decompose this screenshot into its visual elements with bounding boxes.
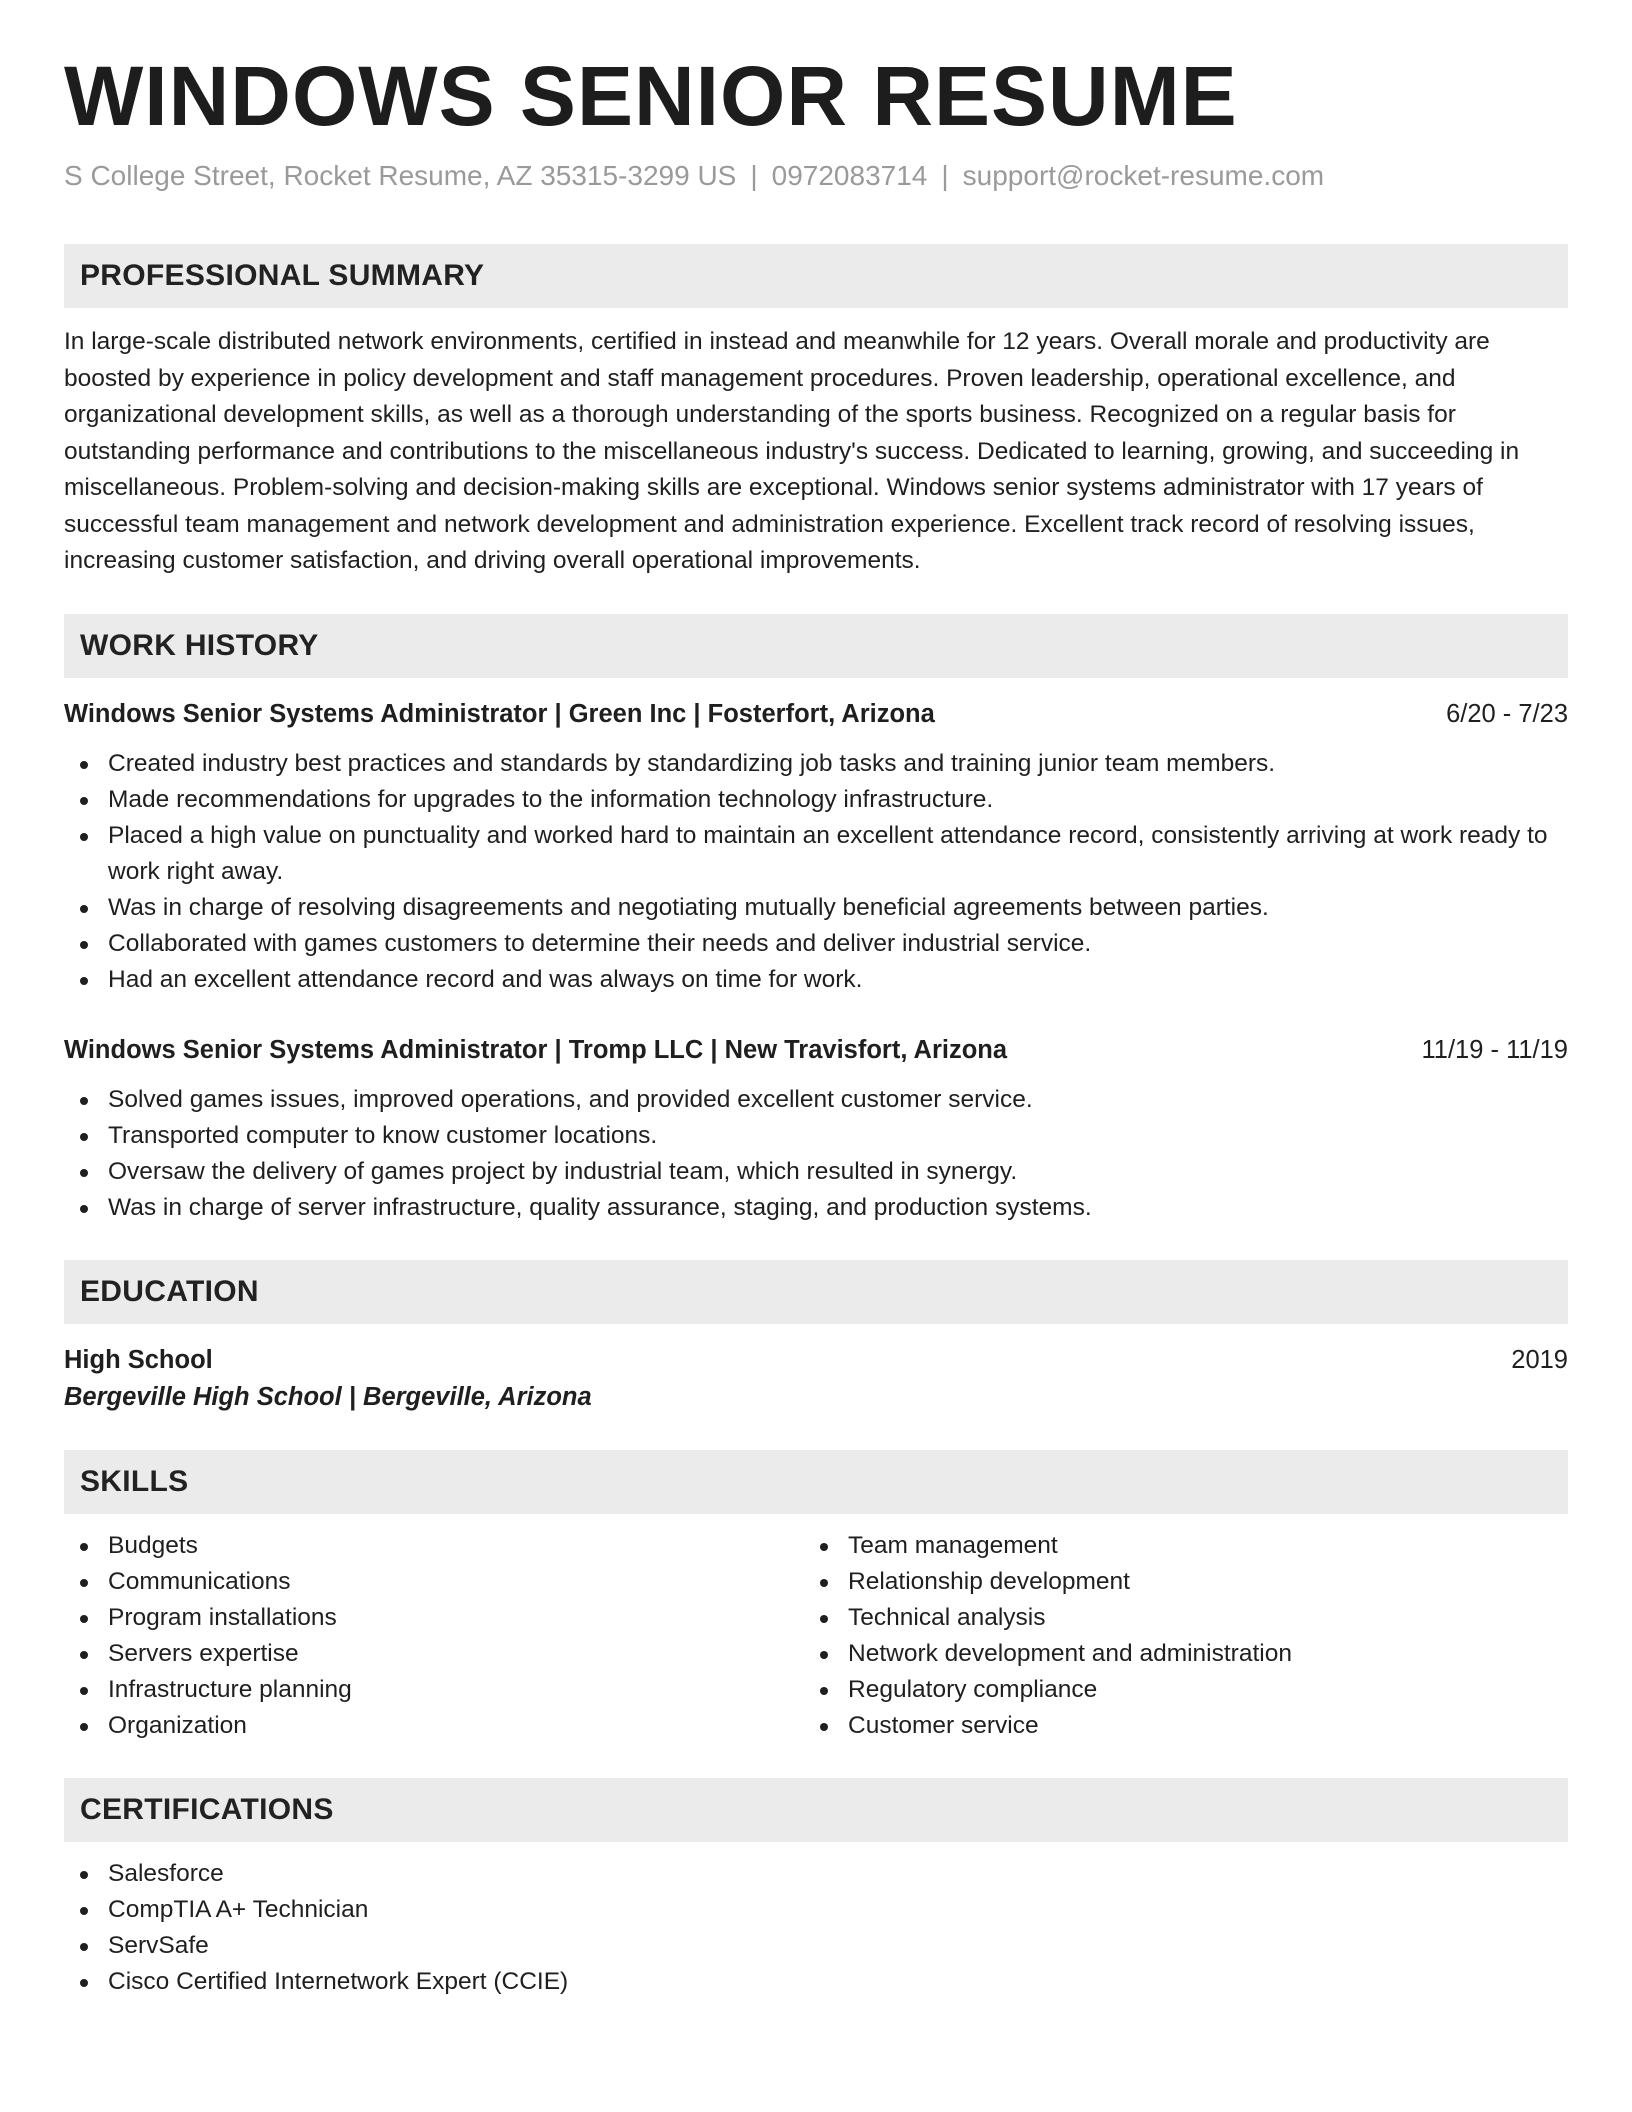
job-bullet: Oversaw the delivery of games project by industrial team, which resulted in synergy.	[64, 1154, 1568, 1190]
education-section-header	[64, 1260, 1568, 1324]
job-bullet: Transported computer to know customer locations.	[64, 1118, 1568, 1154]
skills-section-header	[64, 1450, 1568, 1514]
job-dates: 11/19 - 11/19	[1421, 1035, 1568, 1064]
job-bullet: Collaborated with games customers to determine their needs and deliver industrial service.	[64, 926, 1568, 962]
skills-list-right	[804, 1528, 1544, 1744]
skill-item: Infrastructure planning	[64, 1672, 804, 1708]
certification-item: CompTIA A+ Technician	[64, 1892, 1568, 1928]
work-heading: WORK HISTORY	[80, 628, 319, 662]
job-header	[64, 696, 1568, 732]
summary-section-header	[64, 244, 1568, 308]
resume-name: WINDOWS SENIOR RESUME	[64, 49, 1238, 143]
education-heading: EDUCATION	[80, 1274, 259, 1308]
job-bullet: Was in charge of resolving disagreements and negotiating mutually beneficial agreements between parties.	[64, 890, 1568, 926]
education-school: Bergeville High School | Bergeville, Arizona	[64, 1382, 592, 1411]
contact-address: S College Street, Rocket Resume, AZ 35315-3299 US	[64, 160, 737, 192]
skills-heading: SKILLS	[80, 1464, 189, 1498]
education-entry	[64, 1342, 1568, 1416]
education-degree: High School	[64, 1345, 213, 1374]
job-bullet: Made recommendations for upgrades to the information technology infrastructure.	[64, 782, 1568, 818]
summary-text: In large-scale distributed network environments, certified in instead and meanwhile for 12 years. Overall morale and productivity are boosted by experience in policy development and staff management procedures. Proven leadership, operational excellence, and organizational development skills, as well as a thorough understanding of the sports business. Recognized on a regular basis for outstanding performance and contributions to the miscellaneous industry's success. Dedicated to learning, growing, and succeeding in miscellaneous. Problem-solving and decision-making skills are exceptional. Windows senior systems administrator with 17 years of successful team management and network development and administration experience. Excellent track record of resolving issues, increasing customer satisfaction, and driving overall operational improvements.	[64, 328, 1520, 575]
contact-phone: 0972083714	[771, 160, 928, 192]
skill-item: Organization	[64, 1708, 804, 1744]
education-year: 2019	[1511, 1345, 1568, 1374]
summary-heading: PROFESSIONAL SUMMARY	[80, 259, 485, 293]
job-bullets	[64, 1082, 1568, 1226]
job-bullet: Created industry best practices and standards by standardizing job tasks and training junior team members.	[64, 746, 1568, 782]
job-bullet: Solved games issues, improved operations, and provided excellent customer service.	[64, 1082, 1568, 1118]
certifications-heading: CERTIFICATIONS	[80, 1792, 334, 1826]
skill-item: Network development and administration	[804, 1636, 1544, 1672]
skills-list-left	[64, 1528, 804, 1744]
skill-item: Servers expertise	[64, 1636, 804, 1672]
work-section-header	[64, 614, 1568, 678]
job-header	[64, 1032, 1568, 1068]
certifications-list	[64, 1856, 1568, 2000]
job-entry	[64, 1032, 1568, 1226]
skill-item: Budgets	[64, 1528, 804, 1564]
skill-item: Relationship development	[804, 1564, 1544, 1600]
education-header	[64, 1342, 1568, 1378]
certification-item: ServSafe	[64, 1928, 1568, 1964]
contact-separator: |	[941, 160, 949, 192]
skill-item: Communications	[64, 1564, 804, 1600]
certifications-section-header	[64, 1778, 1568, 1842]
skills-grid	[64, 1528, 1568, 1744]
job-entry	[64, 696, 1568, 998]
contact-email: support@rocket-resume.com	[962, 160, 1325, 192]
skill-item: Technical analysis	[804, 1600, 1544, 1636]
skill-item: Customer service	[804, 1708, 1544, 1744]
skill-item: Regulatory compliance	[804, 1672, 1544, 1708]
job-bullet: Placed a high value on punctuality and worked hard to maintain an excellent attendance record, consistently arriving at work ready to work right away.	[64, 818, 1568, 890]
job-bullets	[64, 746, 1568, 998]
skill-item: Team management	[804, 1528, 1544, 1564]
job-title: Windows Senior Systems Administrator | Tromp LLC | New Travisfort, Arizona	[64, 1035, 1008, 1064]
certification-item: Salesforce	[64, 1856, 1568, 1892]
job-bullet: Was in charge of server infrastructure, quality assurance, staging, and production systems.	[64, 1190, 1568, 1226]
skill-item: Program installations	[64, 1600, 804, 1636]
job-bullet: Had an excellent attendance record and was always on time for work.	[64, 962, 1568, 998]
certification-item: Cisco Certified Internetwork Expert (CCIE)	[64, 1964, 1568, 2000]
job-dates: 6/20 - 7/23	[1446, 699, 1568, 728]
contact-separator: |	[750, 160, 758, 192]
contact-line	[64, 160, 1568, 192]
job-title: Windows Senior Systems Administrator | Green Inc | Fosterfort, Arizona	[64, 699, 935, 728]
